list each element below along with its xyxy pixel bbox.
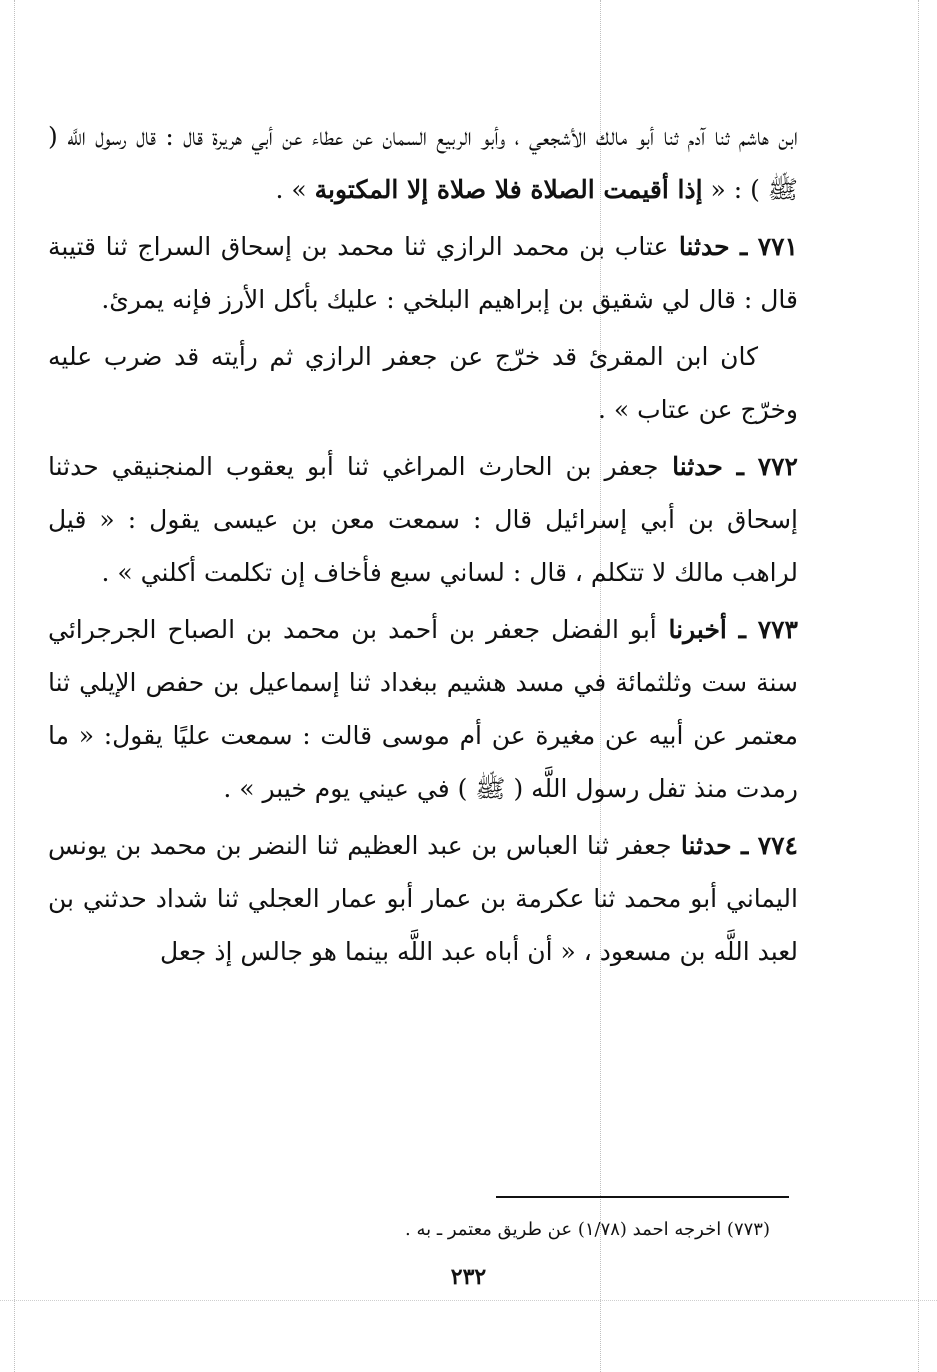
scan-guide-line [14,0,15,1372]
paragraph-text: جعفر بن الحارث المراغي ثنا أبو يعقوب المنجنيقي حدثنا إسحاق بن أبي إسرائيل قال : سمعت معن بن عيسى يقول : « قيل لراهب مالك لا تتكلم ، قال : لساني سبع فأخاف إن تكلمت أكلني » . [48,452,798,587]
hadith-771 [48,220,798,326]
page-body [48,110,798,982]
hadith-772 [48,440,798,599]
hadith-number: ٧٧١ [757,232,798,261]
scan-guide-line [918,0,919,1372]
hadith-774 [48,819,798,978]
paragraph-text: ابن هاشم ثنا آدم ثنا أبو مالك الأشجعي ، وأبو الربيع السمان عن عطاء عن أبي هريرة قال : قال رسول اللَّه ( ﷺ ) : « [48,122,798,204]
hadith-773 [48,603,798,815]
paragraph-text: كان ابن المقرئ قد خرّج عن جعفر الرازي ثم رأيته قد ضرب عليه وخرّج عن عتاب » . [48,342,798,424]
hadith-heading: ـ حدثنا [668,232,758,261]
hadith-number: ٧٧٣ [757,615,798,644]
paragraph-text: » . [275,175,315,204]
hadith-number: ٧٧٤ [757,831,798,860]
paragraph-text: عتاب بن محمد الرازي ثنا محمد بن إسحاق السراج ثنا قتيبة قال : قال لي شقيق بن إبراهيم البلخي : عليك بأكل الأرز فإنه يمرئ. [48,232,798,314]
note-paragraph [48,330,798,436]
page-number: ٢٣٢ [450,1264,487,1290]
hadith-quote: إذا أقيمت الصلاة فلا صلاة إلا المكتوبة [314,175,703,204]
footnote: (٧٧٣) اخرجه احمد (١/٧٨) عن طريق معتمر ـ به . [405,1219,770,1240]
hadith-heading: ـ حدثنا [658,452,758,481]
paragraph-continuation [48,110,798,216]
footnote-separator [496,1196,789,1198]
hadith-number: ٧٧٢ [757,452,798,481]
hadith-heading: ـ حدثنا [671,831,758,860]
scan-guide-line [0,1300,937,1301]
paragraph-text: أبو الفضل جعفر بن أحمد بن محمد بن الصباح الجرجرائي سنة ست وثلثمائة في مسد هشيم ببغداد ثنا إسماعيل بن حفص الإيلي ثنا معتمر عن أبيه عن مغيرة عن أم موسى قالت : سمعت عليًا يقول: « ما رمدت منذ تفل رسول اللَّه ( ﷺ ) في عيني يوم خيبر » . [48,615,798,803]
paragraph-text: جعفر ثنا العباس بن عبد العظيم ثنا النضر بن محمد بن يونس اليماني أبو محمد ثنا عكرمة بن عمار أبو عمار العجلي ثنا شداد حدثني بن لعبد اللَّه بن مسعود ، « أن أباه عبد اللَّه بينما هو جالس إذ جعل [48,831,798,966]
hadith-heading: ـ أخبرنا [656,615,758,644]
